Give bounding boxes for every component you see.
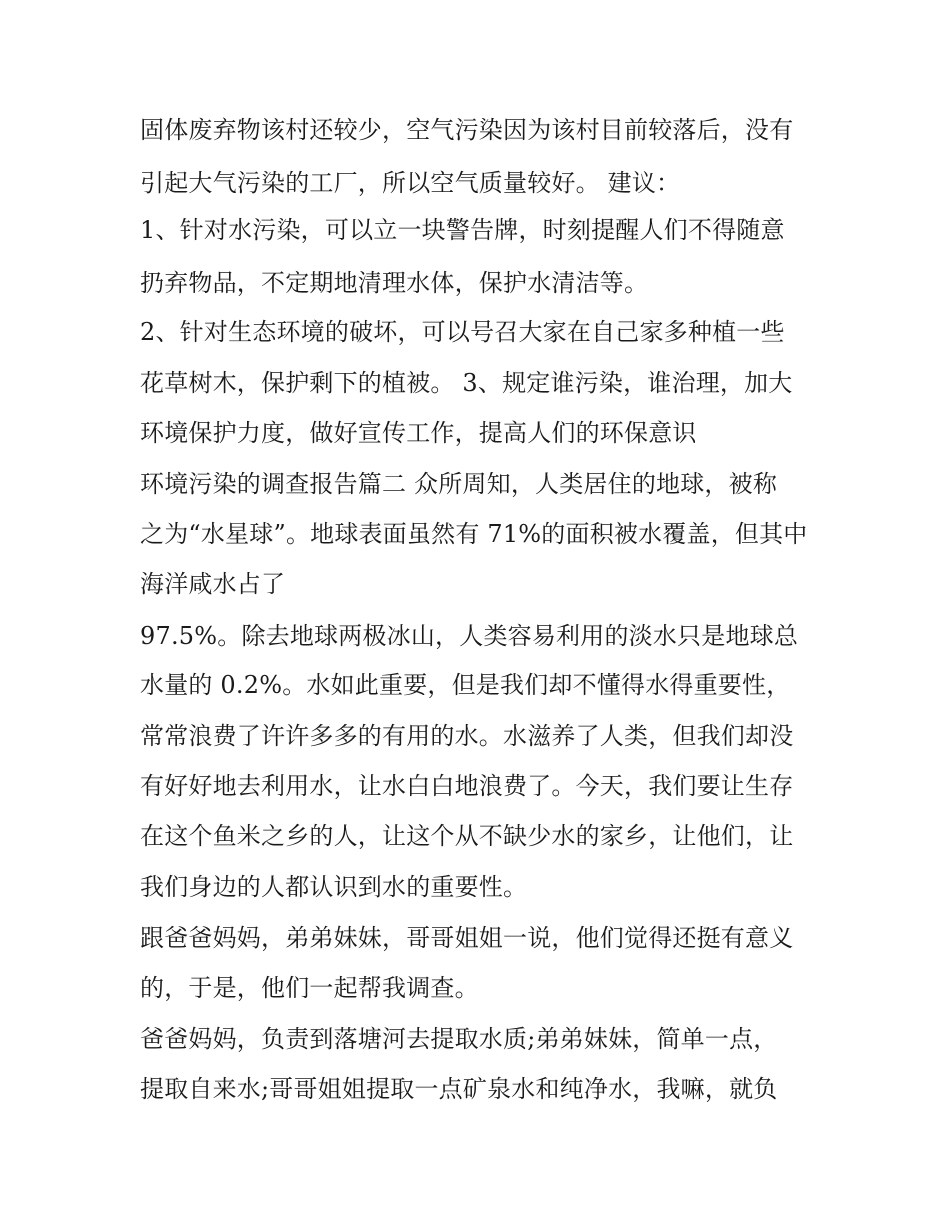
text-line: 有好好地去利用水，让水白白地浪费了。今天，我们要让生存 <box>140 772 794 800</box>
text-line: 97.5%。除去地球两极冰山，人类容易利用的淡水只是地球总 <box>140 622 799 650</box>
text-line: 的，于是，他们一起帮我调查。 <box>140 974 479 1002</box>
text-line: 爸爸妈妈，负责到落塘河去提取水质;弟弟妹妹，简单一点， <box>140 1025 778 1053</box>
text-line: 跟爸爸妈妈，弟弟妹妹，哥哥姐姐一说，他们觉得还挺有意义 <box>140 924 794 952</box>
text-line: 1、针对水污染，可以立一块警告牌，时刻提醒人们不得随意 <box>140 216 785 244</box>
text-line: 固体废弃物该村还较少，空气污染因为该村目前较落后，没有 <box>140 116 794 144</box>
text-line: 环境保护力度，做好宣传工作，提高人们的环保意识 <box>140 419 697 447</box>
text-line: 环境污染的调查报告篇二 众所周知，人类居住的地球，被称 <box>140 470 778 498</box>
text-line: 在这个鱼米之乡的人，让这个从不缺少水的家乡，让他们，让 <box>140 822 794 850</box>
text-line: 之为“水星球”。地球表面虽然有 71%的面积被水覆盖，但其中 <box>140 520 808 548</box>
text-line: 水量的 0.2%。水如此重要，但是我们却不懂得水得重要性， <box>140 671 791 699</box>
text-line: 我们身边的人都认识到水的重要性。 <box>140 873 528 901</box>
text-line: 常常浪费了许许多多的有用的水。水滋养了人类，但我们却没 <box>140 722 794 750</box>
text-line: 海洋咸水占了 <box>140 570 286 598</box>
text-line: 扔弃物品，不定期地清理水体，保护水清洁等。 <box>140 269 649 297</box>
text-line: 引起大气污染的工厂，所以空气质量较好。 建议： <box>140 169 681 197</box>
text-line: 2、针对生态环境的破坏，可以号召大家在自己家多种植一些 <box>140 318 785 346</box>
text-line: 提取自来水;哥哥姐姐提取一点矿泉水和纯净水，我嘛，就负 <box>140 1075 778 1103</box>
text-line: 花草树木，保护剩下的植被。 3、规定谁污染，谁治理，加大 <box>140 369 793 397</box>
